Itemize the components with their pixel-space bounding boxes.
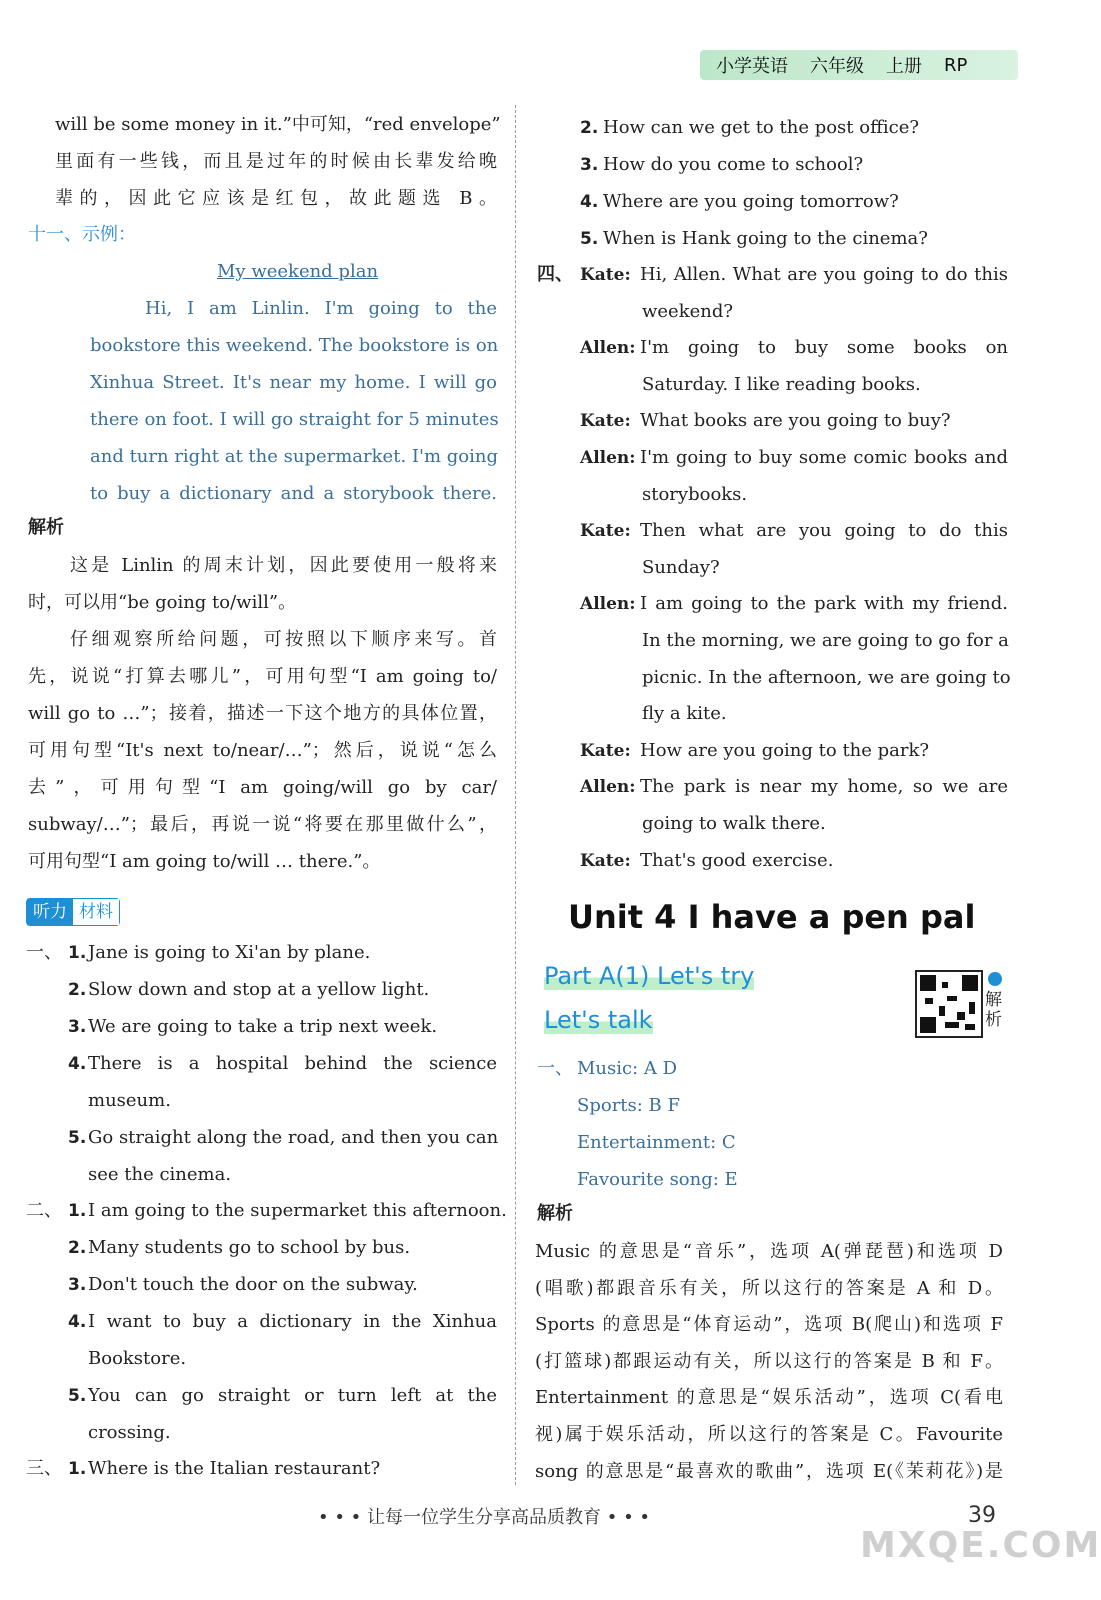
material-label: 材料 [73, 899, 119, 925]
analysis-line: subway/…”；最后，再说一说“将要在那里做什么”， [28, 814, 497, 835]
item-text: Jane is going to Xi'an by plane. [88, 942, 371, 963]
speaker-name: Allen: [580, 777, 636, 798]
unit-title: Unit 4 I have a pen pal [568, 898, 976, 936]
dialog-line: going to walk there. [642, 813, 826, 834]
section-label: 十一、示例： [28, 224, 136, 245]
qr-analysis-label [985, 990, 1002, 1030]
page-number: 39 [968, 1503, 996, 1528]
item-text: Go straight along the road, and then you can [88, 1127, 499, 1148]
item-text: Slow down and stop at a yellow light. [88, 979, 430, 1000]
item-text: There is a hospital behind the science [88, 1053, 497, 1074]
speaker-name: Kate: [580, 265, 631, 285]
dialog-line: How are you going to the park? [640, 739, 930, 761]
item-number: 5. [68, 1128, 87, 1148]
column-divider [515, 105, 516, 1485]
dialog-line: Sunday? [642, 556, 720, 578]
footer-slogan: • • • 让每一位学生分享高品质教育 • • • [318, 1507, 651, 1528]
item-text: How do you come to school? [603, 154, 864, 175]
text-line: will be some money in it.”中可知，“red envelope” [55, 114, 501, 135]
item-number: 2. [68, 980, 87, 1000]
header-edition: RP [944, 54, 968, 76]
speaker-name: Kate: [580, 850, 631, 871]
item-text: I am going to the supermarket this afternoon. [88, 1200, 507, 1221]
qr-label-top: 解 [985, 990, 1002, 1010]
item-text: I want to buy a dictionary in the Xinhua [88, 1311, 497, 1332]
dialog-line: I am going to the park with my friend. [640, 593, 1008, 615]
item-number: 5. [68, 1386, 87, 1406]
analysis-line: 可用句型“I am going to/will … there.”。 [28, 851, 381, 872]
item-text: museum. [88, 1090, 171, 1111]
analysis-line: (唱歌)都跟音乐有关，所以这行的答案是 A 和 D。 [535, 1277, 1003, 1299]
analysis-heading: 解析 [537, 1203, 573, 1224]
item-text: crossing. [88, 1422, 171, 1443]
section-number: 一、 [26, 942, 62, 963]
answer-line: Favourite song: E [577, 1169, 738, 1190]
watermark: MXQE.COM [860, 1525, 1101, 1566]
speaker-name: Allen: [580, 338, 636, 359]
qr-code-icon[interactable] [915, 970, 983, 1038]
item-number: 2. [68, 1238, 87, 1258]
item-number: 3. [68, 1017, 87, 1037]
essay-line: bookstore this weekend. The bookstore is on [90, 335, 499, 356]
book-header-banner [700, 50, 1018, 80]
item-number: 5. [580, 229, 599, 249]
speaker-name: Allen: [580, 594, 636, 615]
item-text: We are going to take a trip next week. [88, 1016, 438, 1037]
item-number: 1. [68, 1201, 87, 1221]
analysis-line: 时，可以用“be going to/will”。 [28, 592, 297, 613]
item-text: Bookstore. [88, 1348, 187, 1369]
dialog-line: fly a kite. [642, 703, 727, 725]
part-title: Part A(1) Let's try [544, 962, 755, 990]
item-number: 1. [68, 1459, 87, 1479]
item-number: 4. [68, 1054, 87, 1074]
analysis-line: 可用句型“It's next to/near/…”；然后，说说“怎么 [28, 740, 497, 761]
play-icon [988, 972, 1002, 986]
dialog-line: I'm going to buy some books on [640, 337, 1008, 359]
section-number: 一、 [537, 1058, 573, 1079]
item-text: How can we get to the post office? [603, 117, 920, 138]
part-subtitle: Let's talk [544, 1006, 653, 1034]
item-number: 3. [68, 1275, 87, 1295]
analysis-line: 先，说说“打算去哪儿”，可用句型“I am going to/ [28, 666, 497, 687]
header-grade: 六年级 [810, 56, 864, 77]
qr-label-bottom: 析 [985, 1010, 1002, 1030]
analysis-line: 视)属于娱乐活动，所以这行的答案是 C。Favourite [535, 1424, 1003, 1445]
header-term: 上册 [886, 56, 922, 77]
dialog-line: Then what are you going to do this [640, 520, 1008, 542]
analysis-line: song 的意思是“最喜欢的歌曲”，选项 E(《茉莉花》)是 [535, 1460, 1003, 1482]
dialog-line: The park is near my home, so we are [640, 776, 1008, 798]
item-text: Where is the Italian restaurant? [88, 1458, 381, 1479]
essay-line: to buy a dictionary and a storybook there. [90, 483, 497, 504]
analysis-line: Sports 的意思是“体育运动”，选项 B(爬山)和选项 F [535, 1314, 1003, 1336]
item-number: 4. [580, 192, 599, 212]
essay-line: there on foot. I will go straight for 5 minutes [90, 409, 499, 430]
analysis-line: will go to …”；接着，描述一下这个地方的具体位置， [28, 703, 497, 724]
analysis-line: Music 的意思是“音乐”，选项 A(弹琵琶)和选项 D [535, 1241, 1003, 1262]
answer-line: Entertainment: C [577, 1132, 736, 1153]
item-text: Many students go to school by bus. [88, 1237, 411, 1258]
dialog-line: I'm going to buy some comic books and [640, 447, 1008, 468]
item-number: 4. [68, 1312, 87, 1332]
speaker-name: Kate: [580, 411, 631, 432]
answer-line: Music: A D [577, 1058, 678, 1079]
dialog-line: storybooks. [642, 483, 748, 505]
analysis-line: 这是 Linlin 的周末计划，因此要使用一般将来 [70, 555, 497, 576]
dialog-line: Saturday. I like reading books. [642, 373, 921, 395]
speaker-name: Kate: [580, 740, 631, 761]
section-number: 二、 [26, 1200, 62, 1221]
speaker-name: Kate: [580, 521, 631, 542]
item-number: 2. [580, 118, 599, 138]
item-number: 3. [580, 155, 599, 175]
item-number: 1. [68, 943, 87, 963]
analysis-line: 去”，可用句型“I am going/will go by car/ [28, 777, 497, 798]
listening-material-badge [26, 898, 120, 926]
section-number: 四、 [537, 264, 573, 285]
dialog-line: Hi, Allen. What are you going to do this [640, 264, 1008, 285]
speaker-name: Allen: [580, 448, 636, 468]
dialog-line: weekend? [642, 300, 734, 322]
analysis-line: 仔细观察所给问题，可按照以下顺序来写。首 [70, 629, 497, 650]
analysis-line: Entertainment 的意思是“娱乐活动”，选项 C(看电 [535, 1387, 1003, 1409]
essay-line: Hi, I am Linlin. I'm going to the [145, 298, 497, 319]
item-text: When is Hank going to the cinema? [603, 228, 928, 249]
header-subject: 小学英语 [716, 56, 788, 77]
dialog-line: That's good exercise. [640, 849, 834, 871]
dialog-line: In the morning, we are going to go for a [642, 630, 1009, 651]
listening-label: 听力 [27, 899, 73, 925]
analysis-line: (打篮球)都跟运动有关，所以这行的答案是 B 和 F。 [535, 1350, 1003, 1372]
analysis-heading: 解析 [28, 517, 64, 538]
item-text: see the cinema. [88, 1164, 232, 1185]
text-line: 里面有一些钱，而且是过年的时候由长辈发给晚 [55, 151, 497, 172]
answer-line: Sports: B F [577, 1095, 680, 1116]
essay-line: and turn right at the supermarket. I'm going [90, 446, 498, 467]
item-text: Don't touch the door on the subway. [88, 1274, 418, 1295]
essay-line: Xinhua Street. It's near my home. I will go [90, 372, 497, 393]
dialog-line: picnic. In the afternoon, we are going to [642, 666, 1011, 688]
text-line: 辈的，因此它应该是红包，故此题选 B。 [55, 188, 497, 209]
item-text: You can go straight or turn left at the [88, 1385, 497, 1406]
dialog-line: What books are you going to buy? [640, 410, 951, 432]
section-number: 三、 [26, 1458, 62, 1479]
item-text: Where are you going tomorrow? [603, 191, 899, 212]
essay-title: My weekend plan [217, 261, 379, 282]
